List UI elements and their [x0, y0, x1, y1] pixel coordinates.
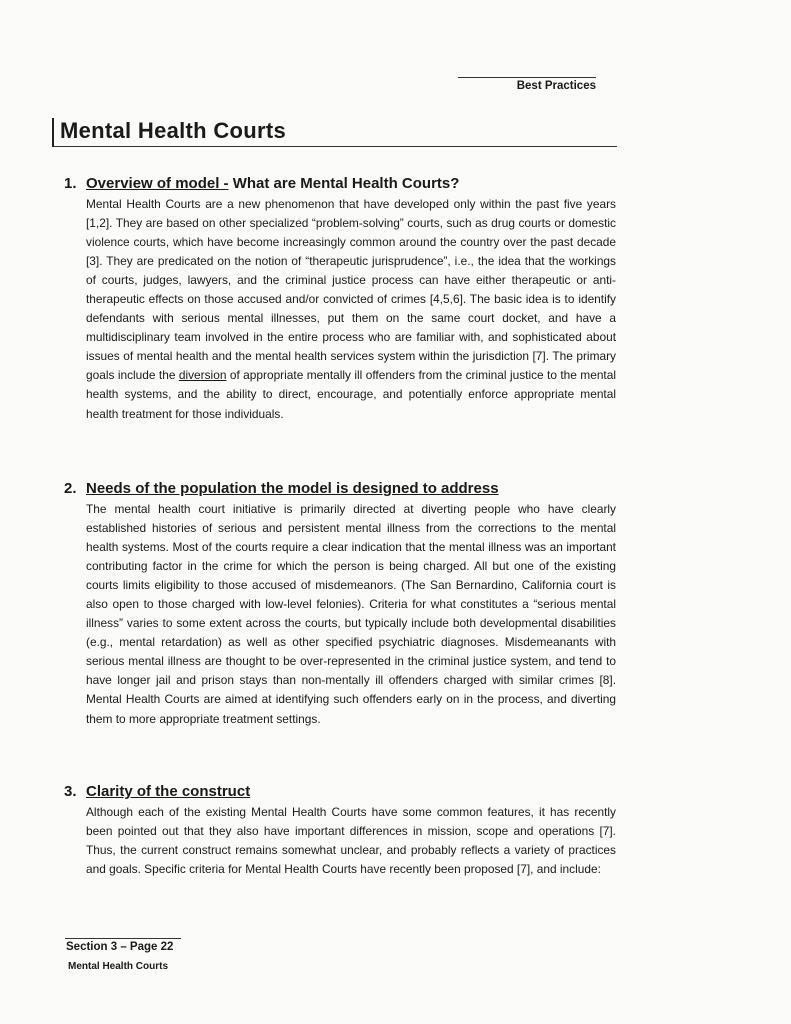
title-block — [52, 118, 617, 147]
section-heading-underlined: Overview of model - — [86, 175, 229, 192]
section-overview — [64, 174, 624, 424]
section-heading-rest: What are Mental Health Courts? — [232, 175, 460, 192]
section-heading — [64, 174, 624, 194]
section-number: 1. — [64, 175, 77, 192]
section-heading-underlined: Clarity of the construct — [86, 783, 251, 800]
section-body — [86, 195, 616, 424]
body-underlined-word: diversion — [178, 368, 227, 383]
section-heading — [64, 782, 624, 802]
footer-rule — [65, 938, 181, 939]
running-header: Best Practices — [516, 80, 596, 92]
header-rule — [458, 77, 596, 78]
section-number: 2. — [64, 480, 77, 497]
section-body: The mental health court initiative is primarily directed at diverting people who have clearly established histories of serious and persistent mental illness from the corrections to the mental health systems. Most of the courts require a clear indication that the mental illness was an important contributing factor in the crime for which the person is being charged. All but one of the existing courts limits eligibility to those accused of misdemeanors. (The San Bernardino, California court is also open to those charged with low-level felonies). Criteria for what constitutes a “serious mental illness” varies to some extent across the courts, but typically include both developmental disabilities (e.g., mental retardation) as well as other specified psychiatric diagnoses. Misdemeanants with serious mental illness are thought to be over-represented in the criminal justice system, and tend to have longer jail and prison stays than non-mentally ill offenders charged with similar crimes [8]. Mental Health Courts are aimed at identifying such offenders early on in the process, and diverting them to more appropriate treatment settings. — [86, 502, 616, 726]
page-title: Mental Health Courts — [60, 118, 287, 143]
section-heading-underlined: Needs of the population the model is designed to address — [86, 480, 499, 497]
section-body: Although each of the existing Mental Health Courts have some common features, it has recently been pointed out that they also have important differences in mission, scope and operations [7]. Thus, the current construct remains somewhat unclear, and probably reflects a variety of practices and goals. Specific criteria for Mental Health Courts have recently been proposed [7], and include: — [86, 805, 616, 877]
body-text: of appropriate mentally ill offenders from the criminal justice to the mental health systems, and the ability to direct, encourage, and potentially enforce appropriate mental health treatment for those individuals. — [86, 368, 616, 421]
section-heading — [64, 479, 624, 499]
body-text: Mental Health Courts are a new phenomenon that have developed only within the past five years [1,2]. They are based on other specialized “problem-solving” courts, such as drug courts or domestic violence courts, which have become increasingly common around the country over the past decade [3]. They are predicated on the notion of “therapeutic jurisprudence”, i.e., the idea that the workings of courts, judges, lawyers, and the criminal justice process can have either therapeutic or anti-therapeutic effects on those accused and/or convicted of crimes [4,5,6]. The basic idea is to identify defendants with serious mental illnesses, put them on the same court docket, and have a multidisciplinary team involved in the entire process who are familiar with, and sophisticated about issues of mental health and the mental health services system within the jurisdiction [7]. The primary goals include the — [86, 197, 616, 383]
section-clarity — [64, 782, 624, 879]
section-needs — [64, 479, 624, 729]
footer-section-page: Section 3 – Page 22 — [66, 941, 174, 953]
footer-document-name: Mental Health Courts — [68, 961, 169, 972]
section-number: 3. — [64, 783, 77, 800]
